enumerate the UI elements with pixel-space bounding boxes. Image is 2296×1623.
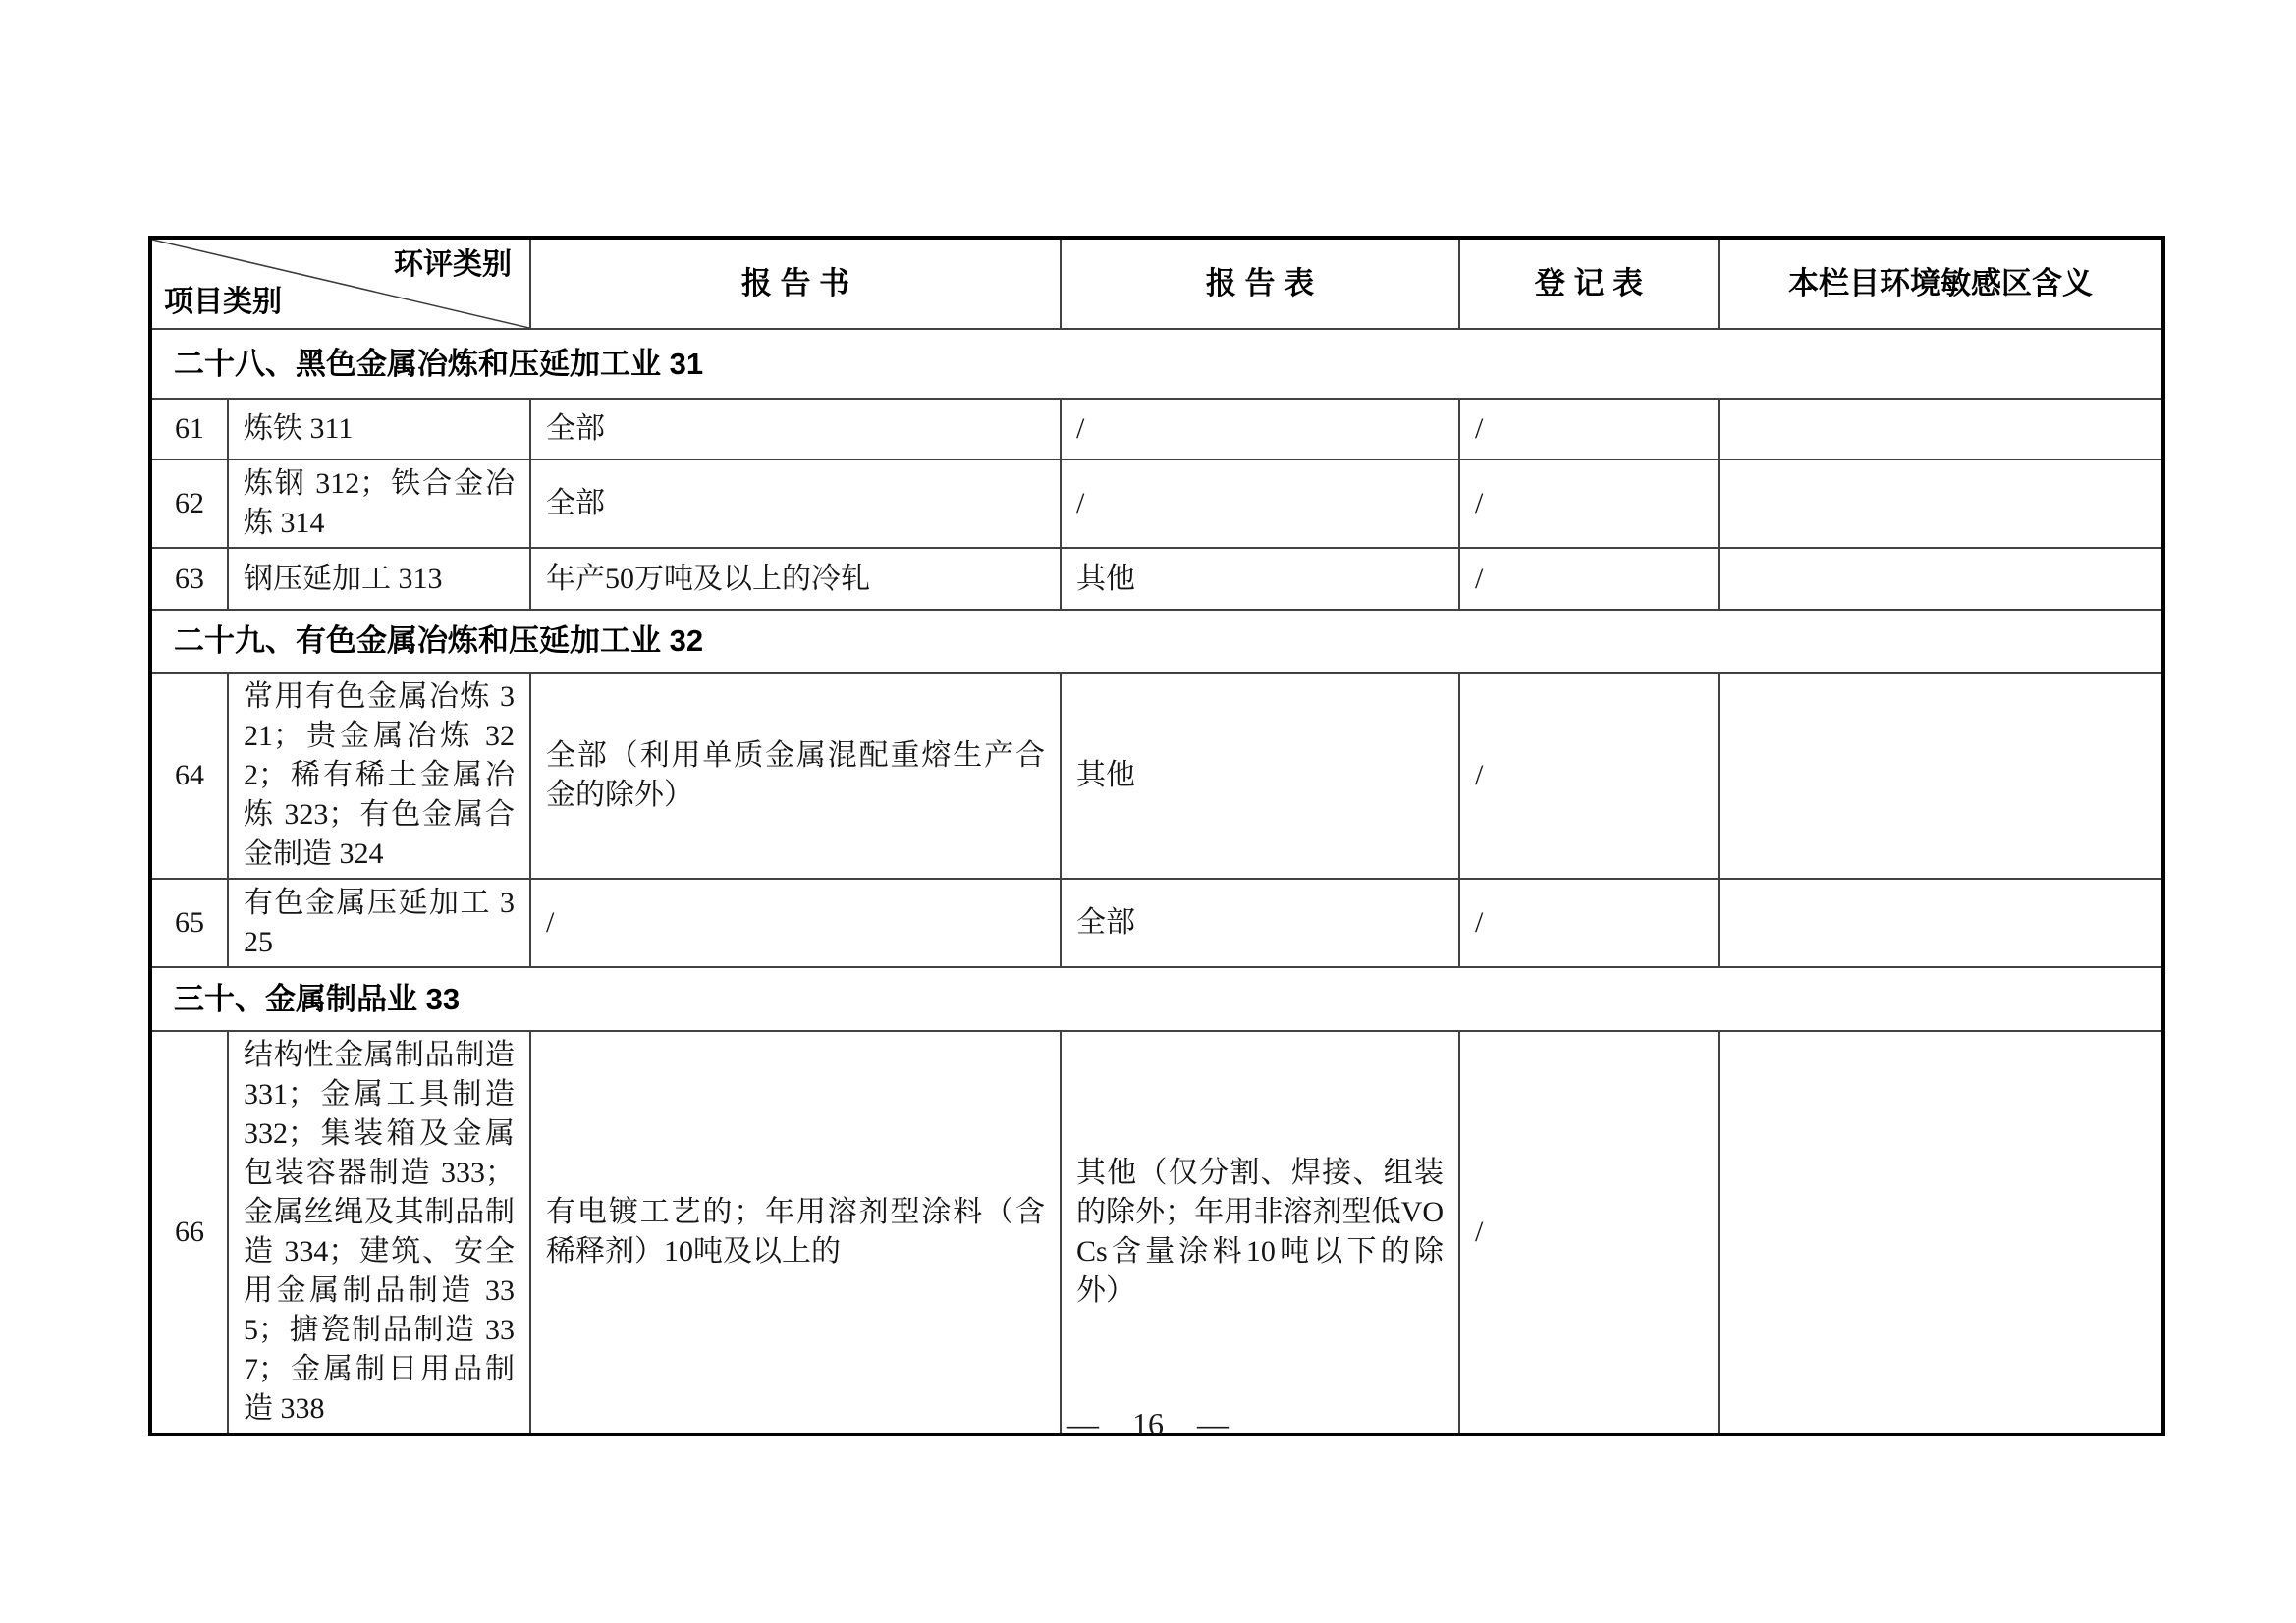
header-row (150, 238, 2163, 329)
report-book-cell: 有电镀工艺的；年用溶剂型涂料（含稀释剂）10吨及以上的 (530, 1031, 1061, 1434)
col-header-report-form: 报 告 表 (1061, 238, 1459, 329)
page-footer (0, 1402, 2296, 1445)
table-row (150, 1031, 2163, 1434)
project-category-label: 项目类别 (164, 286, 282, 318)
project-category-cell: 钢压延加工 313 (228, 548, 530, 610)
page-number: 16 (1132, 1406, 1164, 1441)
section-header-row (150, 610, 2163, 673)
project-category-cell: 常用有色金属冶炼 321；贵金属冶炼 322；稀有稀土金属冶炼 323；有色金属合金制造 324 (228, 673, 530, 879)
sensitive-zone-cell (1719, 1031, 2163, 1434)
register-form-cell: / (1459, 548, 1719, 610)
section-title: 三十、金属制品业 33 (150, 967, 2163, 1031)
project-category-cell: 炼铁 311 (228, 399, 530, 460)
row-number-cell: 64 (150, 673, 228, 879)
report-form-cell: 全部 (1061, 879, 1459, 967)
report-book-cell: 全部 (530, 399, 1061, 460)
row-number-cell: 65 (150, 879, 228, 967)
col-header-report-book: 报 告 书 (530, 238, 1061, 329)
footer-dash-right: — (1197, 1406, 1229, 1441)
report-book-cell: 全部 (530, 460, 1061, 548)
report-book-cell: 年产50万吨及以上的冷轧 (530, 548, 1061, 610)
col-header-sensitive-zone: 本栏目环境敏感区含义 (1719, 238, 2163, 329)
row-number-cell: 63 (150, 548, 228, 610)
col-header-register-form: 登 记 表 (1459, 238, 1719, 329)
project-category-cell: 结构性金属制品制造 331；金属工具制造 332；集装箱及金属包装容器制造 333；金属丝绳及其制品制造 334；建筑、安全用金属制品制造 335；搪瓷制品制造 337；金属制日用品制造 338 (228, 1031, 530, 1434)
report-form-cell: 其他 (1061, 673, 1459, 879)
sensitive-zone-cell (1719, 879, 2163, 967)
register-form-cell: / (1459, 673, 1719, 879)
project-category-cell: 有色金属压延加工 325 (228, 879, 530, 967)
footer-dash-left: — (1067, 1406, 1099, 1441)
register-form-cell: / (1459, 1031, 1719, 1434)
section-header-row (150, 967, 2163, 1031)
sensitive-zone-cell (1719, 548, 2163, 610)
register-form-cell: / (1459, 460, 1719, 548)
row-number-cell: 61 (150, 399, 228, 460)
register-form-cell: / (1459, 879, 1719, 967)
table-row (150, 548, 2163, 610)
row-number-cell: 62 (150, 460, 228, 548)
report-book-cell: 全部（利用单质金属混配重熔生产合金的除外） (530, 673, 1061, 879)
table-row (150, 673, 2163, 879)
eia-category-table (148, 236, 2165, 1436)
eia-category-label: 环评类别 (394, 248, 512, 281)
sensitive-zone-cell (1719, 673, 2163, 879)
corner-cell (150, 238, 530, 329)
row-number-cell: 66 (150, 1031, 228, 1434)
project-category-cell: 炼钢 312；铁合金冶炼 314 (228, 460, 530, 548)
report-form-cell: 其他（仅分割、焊接、组装的除外；年用非溶剂型低VOCs含量涂料10吨以下的除外） (1061, 1031, 1459, 1434)
table-row (150, 399, 2163, 460)
register-form-cell: / (1459, 399, 1719, 460)
report-form-cell: / (1061, 460, 1459, 548)
report-form-cell: / (1061, 399, 1459, 460)
sensitive-zone-cell (1719, 399, 2163, 460)
report-book-cell: / (530, 879, 1061, 967)
table-row (150, 460, 2163, 548)
section-header-row (150, 329, 2163, 399)
section-title: 二十八、黑色金属冶炼和压延加工业 31 (150, 329, 2163, 399)
table-row (150, 879, 2163, 967)
section-title: 二十九、有色金属冶炼和压延加工业 32 (150, 610, 2163, 673)
report-form-cell: 其他 (1061, 548, 1459, 610)
sensitive-zone-cell (1719, 460, 2163, 548)
